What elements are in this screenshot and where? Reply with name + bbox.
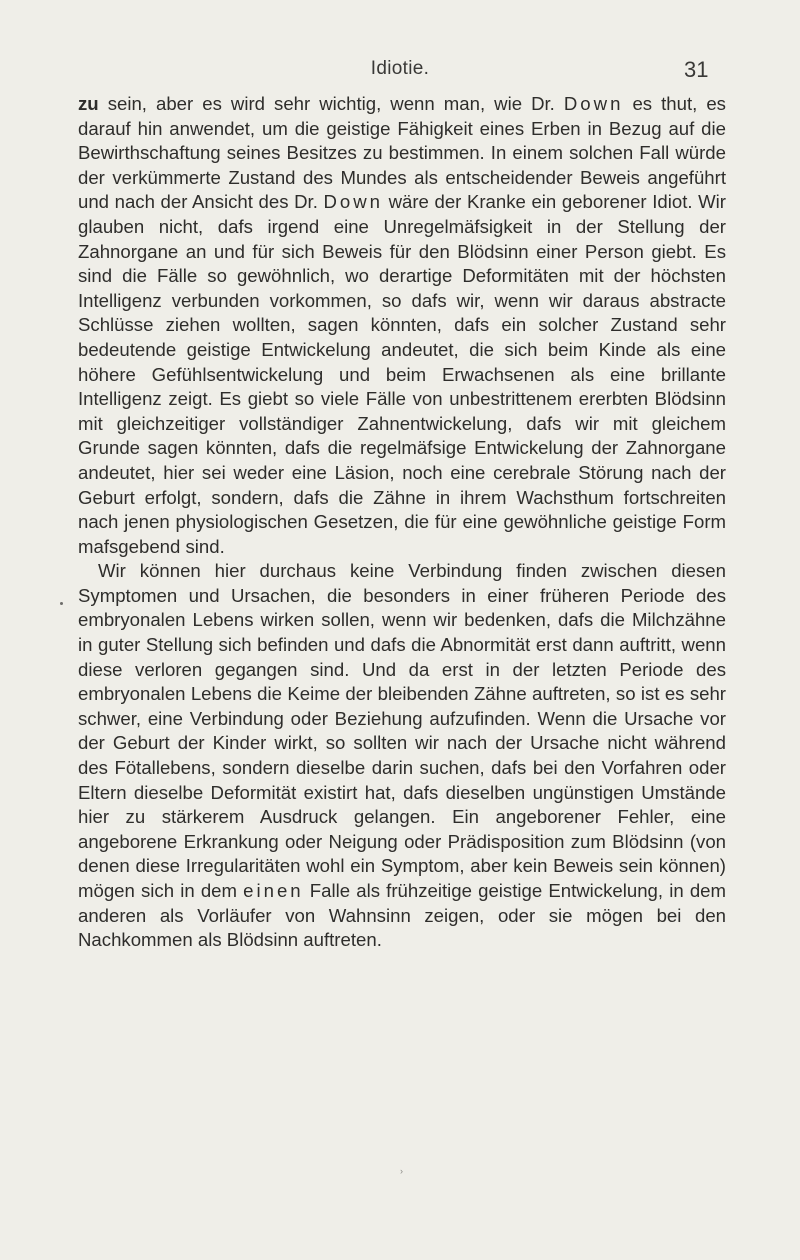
running-title: Idiotie. <box>370 58 430 79</box>
running-head <box>0 58 800 88</box>
author-name-down-2: Down <box>323 191 383 213</box>
body-text <box>78 92 726 953</box>
emphasis-einen: einen <box>243 880 304 901</box>
page-number: 31 <box>684 57 709 82</box>
bottom-tick-mark: › <box>400 1166 403 1176</box>
paragraph-1-text-c: wäre der Kranke ein geborener Idiot. Wir glauben nicht, dafs irgend eine Unregelmäfsigkeit in der Stellung der Zahnorgane an und für sich Beweis für den Blödsinn einer Person giebt. Es sind die Fälle so gewöhnlich, wo derartige Deformitäten mit der höchsten Intelligenz verbunden vorkommen, so dafs wir, wenn wir daraus abstracte Schlüsse ziehen wollten, sagen könnten, dafs ein solcher Zustand sehr bedeutende geistige Entwickelung andeutet, die sich beim Kinde als eine höhere Gefühlsentwickelung und beim Erwachsenen als eine brillante Intelligenz zeigt. Es giebt so viele Fälle von unbestrittenem ererbten Blödsinn mit gleichzeitiger vollständiger Zahnentwickelung, dafs wir mit gleichem Grunde sagen könnten, dafs die regelmäfsige Entwickelung der Zahnorgane andeutet, hier sei weder eine Läsion, noch eine cerebrale Störung nach der Geburt erfolgt, sondern, dafs die Zähne in ihrem Wachsthum fortschreiten nach jenen physiologischen Gesetzen, die für eine gewöhnliche geistige Form mafsgebend sind. <box>78 191 726 557</box>
margin-dot-mark <box>60 602 63 605</box>
paragraph-2-text-a: Wir können hier durchaus keine Verbindung finden zwischen diesen Symptomen und Ursachen, die besonders in einer früheren Periode des embryonalen Lebens wirken sollen, wenn wir bedenken, dafs die Milchzähne in guter Stellung sich befinden und dafs die Abnormität erst dann auftritt, wenn diese verloren gegangen sind. Und da erst in der letzten Periode des embryonalen Lebens die Keime der bleibenden Zähne auftreten, so ist es sehr schwer, eine Verbindung oder Beziehung aufzufinden. Wenn die Ursache vor der Geburt der Kinder wirkt, so sollten wir nach der Ursache nicht während des Fötallebens, sondern dieselbe darin suchen, dafs bei den Vorfahren oder Eltern dieselbe Deformität existirt hat, dafs dieselben ungünstigen Umstände hier zu stärkerem Ausdruck gelangen. Ein angeborener Fehler, eine angeborene Erkrankung oder Neigung oder Prädisposition zum Blödsinn (von denen diese Irregularitäten wohl ein Symptom, aber kein Beweis sein können) mögen sich in dem <box>78 560 726 901</box>
paragraph-2 <box>78 559 726 953</box>
paragraph-1 <box>78 92 726 559</box>
paragraph-1-text-a: sein, aber es wird sehr wichtig, wenn man, wie Dr. <box>98 93 564 114</box>
author-name-down-1: Down <box>563 93 624 114</box>
paragraph-2-text-b: Falle als frühzeitige geistige Entwickelung, in dem anderen als Vorläufer von Wahnsinn zeigen, oder sie mögen bei den Nachkommen als Blödsinn auftreten. <box>78 880 726 951</box>
paragraph-1-text-b: es thut, es darauf hin anwendet, um die geistige Fähigkeit eines Erben in Bezug auf die Bewirthschaftung seines Besitzes zu bestimmen. In einem solchen Fall würde der verkümmerte Zustand des Mundes als entscheidender Beweis angeführt und nach der Ansicht des Dr. <box>78 93 726 213</box>
paragraph-1-first-word: zu <box>78 93 99 114</box>
